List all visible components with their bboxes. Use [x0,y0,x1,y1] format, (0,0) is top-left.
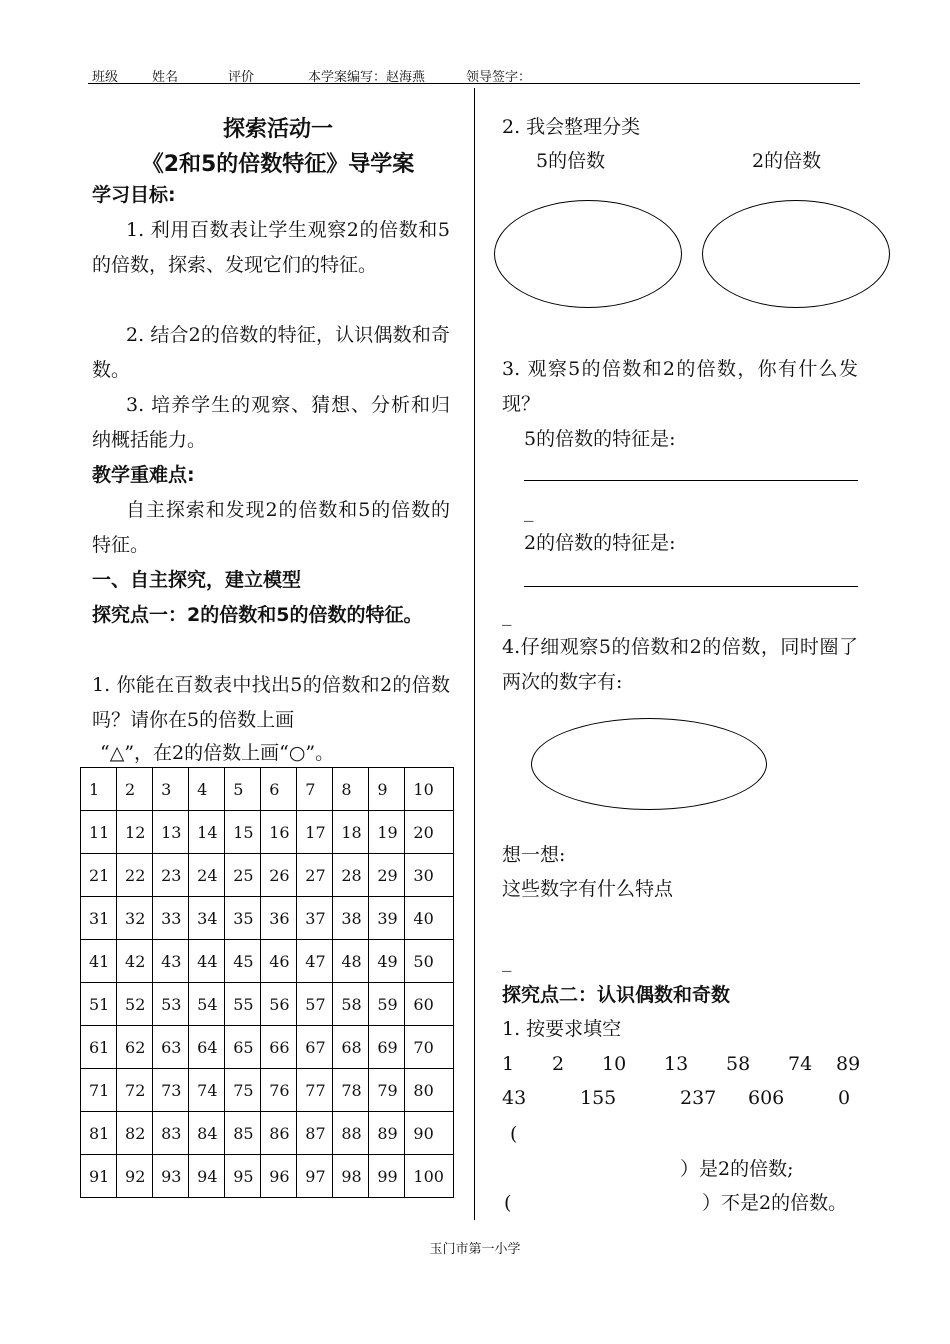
key-points-heading: 教学重难点: [92,464,195,486]
hundred-chart-cell[interactable]: 54 [189,983,225,1026]
hundred-chart [80,767,454,1198]
feature-5-mark: _ [524,500,534,522]
question-1: 1. 你能在百数表中找出5的倍数和2的倍数吗？请你在5的倍数上画 [92,674,450,731]
hundred-chart-cell[interactable]: 16 [261,811,297,854]
section1-heading: 一、自主探究，建立模型 [92,569,302,591]
hundred-chart-cell[interactable]: 95 [225,1155,261,1198]
hundred-chart-cell[interactable]: 35 [225,897,261,940]
feature-2-label: 2的倍数的特征是: [524,532,676,554]
number-item: 89 [836,1053,861,1075]
hundred-chart-row [81,854,454,897]
hundred-chart-cell[interactable]: 62 [117,1026,153,1069]
title-line1: 探索活动一 [222,117,333,142]
question-1-symbols: “△”，在2的倍数上画“○”。 [100,742,335,764]
point1-heading: 探究点一：2的倍数和5的倍数的特征。 [92,604,423,626]
hundred-chart-cell[interactable]: 53 [153,983,189,1026]
hundred-chart-cell[interactable]: 33 [153,897,189,940]
hundred-chart-cell[interactable]: 69 [369,1026,405,1069]
think-label: 想一想: [502,844,566,866]
feature-2-mark: _ [502,604,512,626]
numbers-row-2 [502,1081,862,1116]
hundred-chart-cell[interactable]: 61 [81,1026,117,1069]
number-item: 43 [502,1087,527,1109]
hundred-chart-cell[interactable]: 80 [405,1069,454,1112]
hundred-chart-cell[interactable]: 23 [153,854,189,897]
hundred-chart-cell[interactable]: 2 [117,768,153,811]
hundred-chart-cell[interactable]: 4 [189,768,225,811]
number-item: 1 [502,1053,515,1075]
hundred-chart-cell[interactable]: 82 [117,1112,153,1155]
think-mark: _ [502,950,512,972]
number-item: 58 [726,1053,751,1075]
hundred-chart-cell[interactable]: 98 [333,1155,369,1198]
objective-1: 1. 利用百数表让学生观察2的倍数和5的倍数，探索、发现它们的特征。 [92,219,450,276]
not-multiple-of-2-label[interactable]: ）不是2的倍数。 [702,1192,848,1214]
fill-heading: 1. 按要求填空 [502,1018,622,1040]
hundred-chart-cell[interactable]: 48 [333,940,369,983]
paren-open-2: ( [504,1192,512,1214]
circle-multiples-of-5[interactable] [494,200,682,308]
hundred-chart-cell[interactable]: 66 [261,1026,297,1069]
hundred-chart-cell[interactable]: 49 [369,940,405,983]
hundred-chart-row [81,768,454,811]
label-multiples-of-5: 5的倍数 [536,150,606,172]
hundred-chart-cell[interactable]: 50 [405,940,454,983]
circle-multiples-of-2[interactable] [702,200,890,308]
eval-label: 评价 [228,70,255,85]
key-points-text: 自主探索和发现2的倍数和5的倍数的特征。 [92,499,450,556]
number-item: 237 [680,1087,717,1109]
number-item: 606 [748,1087,785,1109]
number-item: 0 [838,1087,851,1109]
hundred-chart-cell[interactable]: 85 [225,1112,261,1155]
hundred-chart-cell[interactable]: 56 [261,983,297,1026]
number-item: 155 [580,1087,617,1109]
hundred-chart-cell[interactable]: 99 [369,1155,405,1198]
hundred-chart-row [81,1026,454,1069]
feature-5-label: 5的倍数的特征是: [524,428,676,450]
hundred-chart-cell[interactable]: 29 [369,854,405,897]
hundred-chart-cell[interactable]: 45 [225,940,261,983]
hundred-chart-cell[interactable]: 87 [297,1112,333,1155]
number-item: 74 [788,1053,813,1075]
hundred-chart-cell[interactable]: 52 [117,983,153,1026]
hundred-chart-row [81,897,454,940]
hundred-chart-cell[interactable]: 89 [369,1112,405,1155]
hundred-chart-row [81,1112,454,1155]
hundred-chart-cell[interactable]: 43 [153,940,189,983]
hundred-chart-cell[interactable]: 94 [189,1155,225,1198]
hundred-chart-cell[interactable]: 67 [297,1026,333,1069]
feature-5-answer-line[interactable] [524,480,858,481]
hundred-chart-cell[interactable]: 7 [297,768,333,811]
hundred-chart-cell[interactable]: 11 [81,811,117,854]
hundred-chart-cell[interactable]: 3 [153,768,189,811]
hundred-chart-cell[interactable]: 76 [261,1069,297,1112]
hundred-chart-cell[interactable]: 78 [333,1069,369,1112]
hundred-chart-cell[interactable]: 20 [405,811,454,854]
paren-open-1: ( [510,1123,518,1145]
is-multiple-of-2-label[interactable]: ）是2的倍数; [680,1158,794,1180]
hundred-chart-cell[interactable]: 60 [405,983,454,1026]
hundred-chart-cell[interactable]: 19 [369,811,405,854]
hundred-chart-cell[interactable]: 72 [117,1069,153,1112]
hundred-chart-cell[interactable]: 58 [333,983,369,1026]
hundred-chart-cell[interactable]: 18 [333,811,369,854]
hundred-chart-cell[interactable]: 12 [117,811,153,854]
hundred-chart-cell[interactable]: 28 [333,854,369,897]
hundred-chart-cell[interactable]: 27 [297,854,333,897]
hundred-chart-cell[interactable]: 55 [225,983,261,1026]
hundred-chart-cell[interactable]: 21 [81,854,117,897]
objectives-heading: 学习目标: [92,184,176,206]
hundred-chart-cell[interactable]: 59 [369,983,405,1026]
hundred-chart-cell[interactable]: 6 [261,768,297,811]
hundred-chart-cell[interactable]: 92 [117,1155,153,1198]
hundred-chart-cell[interactable]: 96 [261,1155,297,1198]
hundred-chart-cell[interactable]: 8 [333,768,369,811]
question-4: 4.仔细观察5的倍数和2的倍数，同时圈了两次的数字有: [502,636,858,693]
numbers-row-1 [502,1047,862,1082]
page-footer: 玉门市第一小学 [429,1242,521,1257]
hundred-chart-cell[interactable]: 64 [189,1026,225,1069]
hundred-chart-cell[interactable]: 25 [225,854,261,897]
label-multiples-of-2: 2的倍数 [752,150,822,172]
hundred-chart-cell[interactable]: 34 [189,897,225,940]
hundred-chart-cell[interactable]: 79 [369,1069,405,1112]
hundred-chart-cell[interactable]: 42 [117,940,153,983]
signature-label: 领导签字： [466,70,532,85]
hundred-chart-cell[interactable]: 38 [333,897,369,940]
hundred-chart-cell[interactable]: 10 [405,768,454,811]
circle-common-multiples[interactable] [531,718,767,810]
hundred-chart-cell[interactable]: 73 [153,1069,189,1112]
hundred-chart-cell[interactable]: 84 [189,1112,225,1155]
hundred-chart-cell[interactable]: 57 [297,983,333,1026]
hundred-chart-cell[interactable]: 1 [81,768,117,811]
hundred-chart-cell[interactable]: 63 [153,1026,189,1069]
think-question: 这些数字有什么特点 [502,878,674,900]
header-rule [88,83,860,84]
hundred-chart-cell[interactable]: 100 [405,1155,454,1198]
hundred-chart-cell[interactable]: 46 [261,940,297,983]
hundred-chart-cell[interactable]: 36 [261,897,297,940]
hundred-chart-cell[interactable]: 88 [333,1112,369,1155]
hundred-chart-cell[interactable]: 90 [405,1112,454,1155]
hundred-chart-cell[interactable]: 68 [333,1026,369,1069]
hundred-chart-cell[interactable]: 77 [297,1069,333,1112]
hundred-chart-row [81,983,454,1026]
hundred-chart-cell[interactable]: 86 [261,1112,297,1155]
objective-3: 3. 培养学生的观察、猜想、分析和归纳概括能力。 [92,394,450,451]
number-item: 13 [664,1053,689,1075]
hundred-chart-cell[interactable]: 44 [189,940,225,983]
hundred-chart-cell[interactable]: 14 [189,811,225,854]
hundred-chart-cell[interactable]: 70 [405,1026,454,1069]
number-item: 10 [602,1053,627,1075]
hundred-chart-cell[interactable]: 39 [369,897,405,940]
hundred-chart-cell[interactable]: 81 [81,1112,117,1155]
hundred-chart-cell[interactable]: 5 [225,768,261,811]
hundred-chart-cell[interactable]: 32 [117,897,153,940]
hundred-chart-row [81,940,454,983]
hundred-chart-cell[interactable]: 37 [297,897,333,940]
hundred-chart-cell[interactable]: 74 [189,1069,225,1112]
hundred-chart-cell[interactable]: 47 [297,940,333,983]
hundred-chart-cell[interactable]: 17 [297,811,333,854]
hundred-chart-cell[interactable]: 97 [297,1155,333,1198]
number-item: 2 [552,1053,565,1075]
hundred-chart-cell[interactable]: 41 [81,940,117,983]
hundred-chart-cell[interactable]: 9 [369,768,405,811]
column-divider [474,88,475,1220]
hundred-chart-cell[interactable]: 15 [225,811,261,854]
hundred-chart-cell[interactable]: 91 [81,1155,117,1198]
class-label: 班级 [92,70,119,85]
name-label: 姓名 [152,70,179,85]
hundred-chart-row [81,1155,454,1198]
feature-2-answer-line[interactable] [524,586,858,587]
objective-2: 2. 结合2的倍数的特征，认识偶数和奇数。 [92,324,450,381]
hundred-chart-cell[interactable]: 24 [189,854,225,897]
hundred-chart-cell[interactable]: 83 [153,1112,189,1155]
hundred-chart-cell[interactable]: 51 [81,983,117,1026]
hundred-chart-cell[interactable]: 65 [225,1026,261,1069]
hundred-chart-cell[interactable]: 71 [81,1069,117,1112]
hundred-chart-cell[interactable]: 31 [81,897,117,940]
hundred-chart-cell[interactable]: 26 [261,854,297,897]
hundred-chart-cell[interactable]: 30 [405,854,454,897]
title-line2: 《2和5的倍数特征》导学案 [141,152,415,177]
hundred-chart-cell[interactable]: 40 [405,897,454,940]
hundred-chart-cell[interactable]: 93 [153,1155,189,1198]
point2-heading: 探究点二：认识偶数和奇数 [502,984,731,1006]
hundred-chart-row [81,811,454,854]
author-label: 本学案编写：赵海燕 [308,70,426,85]
hundred-chart-row [81,1069,454,1112]
hundred-chart-cell[interactable]: 22 [117,854,153,897]
question-2: 2. 我会整理分类 [502,116,641,138]
question-3: 3. 观察5的倍数和2的倍数，你有什么发现？ [502,358,858,415]
hundred-chart-cell[interactable]: 75 [225,1069,261,1112]
hundred-chart-cell[interactable]: 13 [153,811,189,854]
